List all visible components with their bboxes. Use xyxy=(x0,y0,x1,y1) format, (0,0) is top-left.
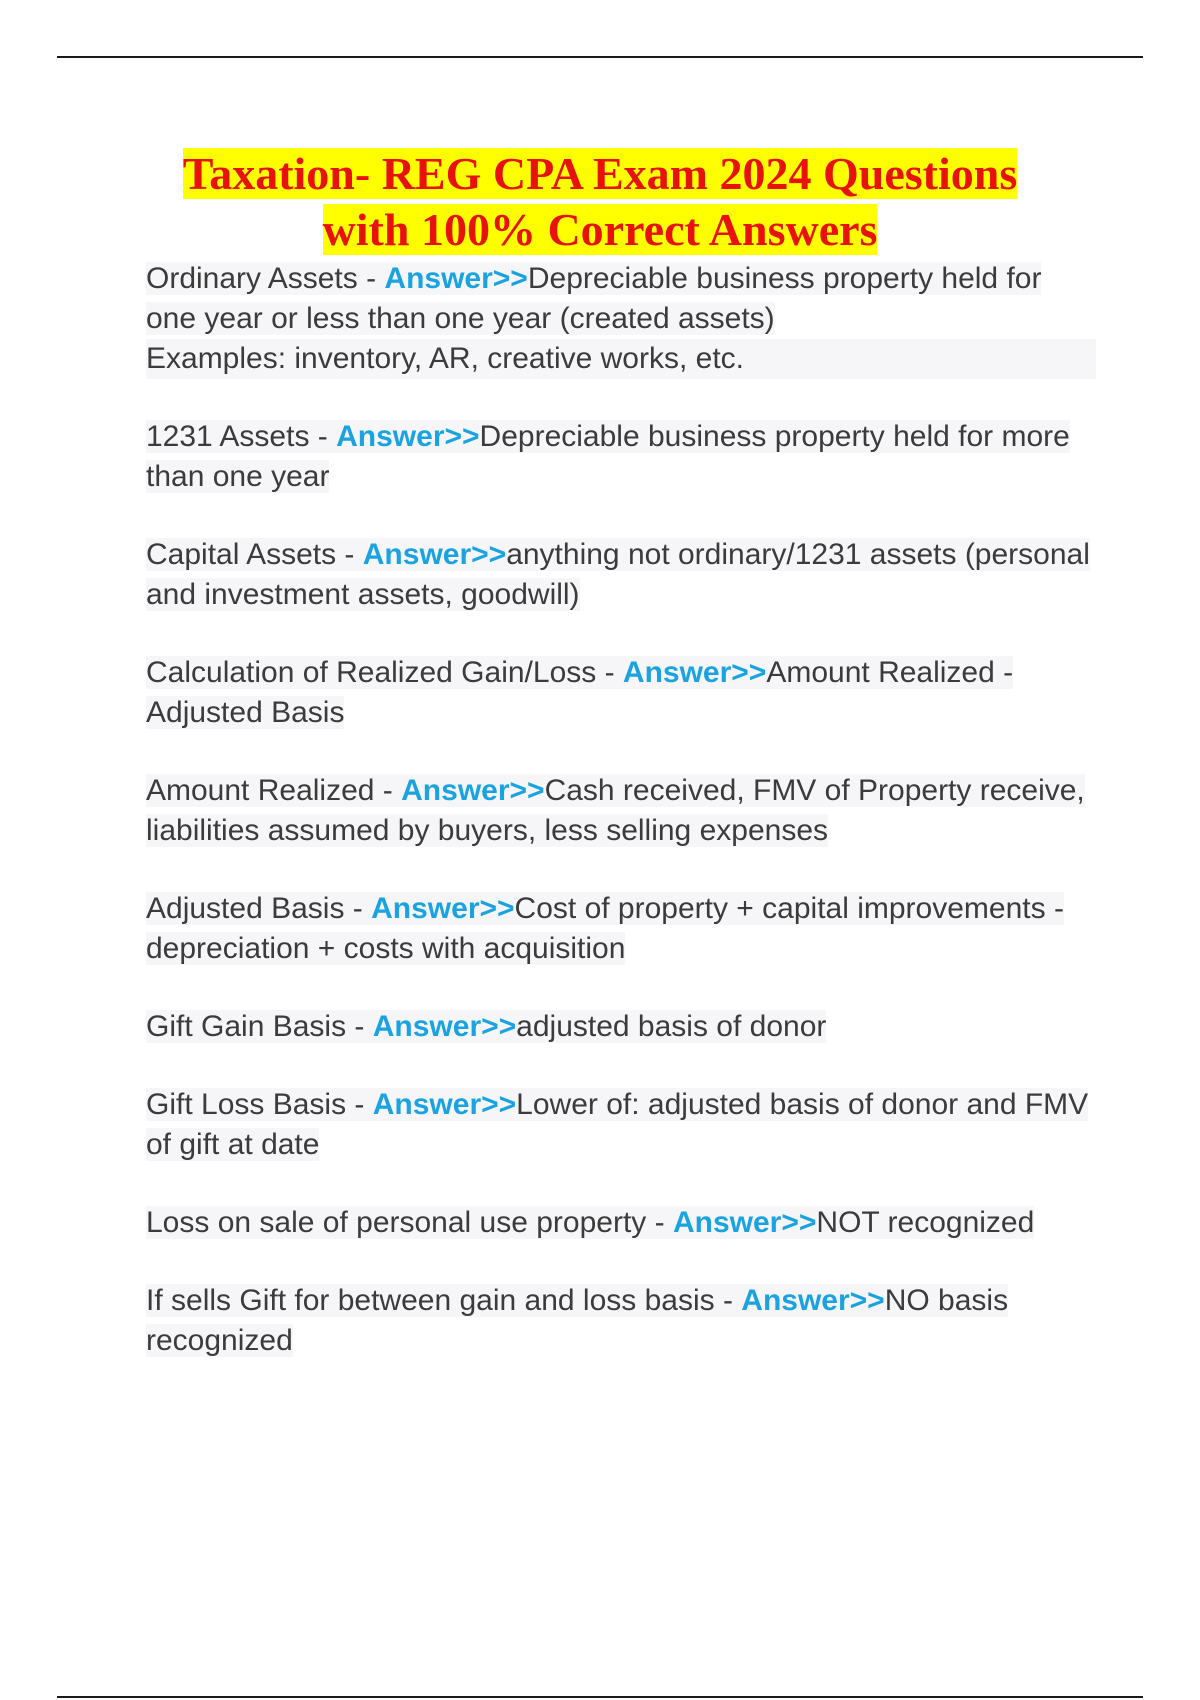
term: Loss on sale of personal use property xyxy=(146,1206,647,1239)
term: Gift Gain Basis xyxy=(146,1010,347,1043)
separator: - xyxy=(714,1284,742,1317)
title-line-2: with 100% Correct Answers xyxy=(322,204,878,255)
separator: - xyxy=(346,1010,373,1043)
document-title xyxy=(0,146,1200,258)
term: Amount Realized xyxy=(146,774,375,807)
qa-list xyxy=(146,259,1096,1399)
separator: - xyxy=(309,420,337,453)
qa-item-amount-realized xyxy=(146,771,1096,851)
answer-text: Depreciable business property held for one year or less than one year (created assets) xyxy=(146,262,1042,335)
term: 1231 Assets xyxy=(146,420,310,453)
term: If sells Gift for between gain and loss basis xyxy=(146,1284,715,1317)
answer-text: adjusted basis of donor xyxy=(516,1010,827,1043)
qa-item-realized-gain-loss xyxy=(146,653,1096,733)
qa-item-adjusted-basis xyxy=(146,889,1096,969)
separator: - xyxy=(374,774,402,807)
answer-label: Answer>> xyxy=(371,892,515,925)
answer-text: Depreciable business property held for more than one year xyxy=(146,420,1070,493)
answer-text: Lower of: adjusted basis of donor and FMV of gift at date xyxy=(146,1088,1089,1161)
bottom-rule xyxy=(57,1696,1143,1698)
answer-examples: Examples: inventory, AR, creative works, etc. xyxy=(146,339,1096,379)
answer-label: Answer>> xyxy=(401,774,545,807)
qa-item-1231-assets xyxy=(146,417,1096,497)
answer-text: Cash received, FMV of Property receive, liabilities assumed by buyers, less selling expenses xyxy=(146,774,1085,847)
term: Capital Assets xyxy=(146,538,337,571)
qa-item-ordinary-assets xyxy=(146,259,1096,379)
answer-label: Answer>> xyxy=(336,420,480,453)
answer-text: Amount Realized - Adjusted Basis xyxy=(146,656,1014,729)
answer-text: NOT recognized xyxy=(816,1206,1035,1239)
answer-label: Answer>> xyxy=(372,1088,517,1121)
term: Adjusted Basis xyxy=(146,892,345,925)
term: Ordinary Assets xyxy=(146,262,358,295)
answer-text: NO basis recognized xyxy=(146,1284,1009,1357)
qa-item-capital-assets xyxy=(146,535,1096,615)
qa-item-gift-loss-basis xyxy=(146,1085,1096,1165)
answer-text: Cost of property + capital improvements - depreciation + costs with acquisition xyxy=(146,892,1064,965)
separator: - xyxy=(646,1206,673,1239)
term: Gift Loss Basis xyxy=(146,1088,347,1121)
answer-label: Answer>> xyxy=(741,1284,885,1317)
separator: - xyxy=(344,892,372,925)
separator: - xyxy=(346,1088,373,1121)
answer-label: Answer>> xyxy=(672,1206,817,1239)
qa-item-gift-gain-basis xyxy=(146,1007,1096,1047)
separator: - xyxy=(596,656,623,689)
separator: - xyxy=(336,538,363,571)
answer-label: Answer>> xyxy=(362,538,507,571)
answer-label: Answer>> xyxy=(622,656,767,689)
qa-item-personal-use-property xyxy=(146,1203,1096,1243)
answer-label: Answer>> xyxy=(384,262,528,295)
answer-label: Answer>> xyxy=(372,1010,517,1043)
separator: - xyxy=(357,262,385,295)
answer-text: anything not ordinary/1231 assets (personal and investment assets, goodwill) xyxy=(146,538,1090,611)
term: Calculation of Realized Gain/Loss xyxy=(146,656,597,689)
top-rule xyxy=(57,56,1143,58)
title-line-1: Taxation- REG CPA Exam 2024 Questions xyxy=(182,148,1018,199)
qa-item-gift-between-basis xyxy=(146,1281,1096,1361)
